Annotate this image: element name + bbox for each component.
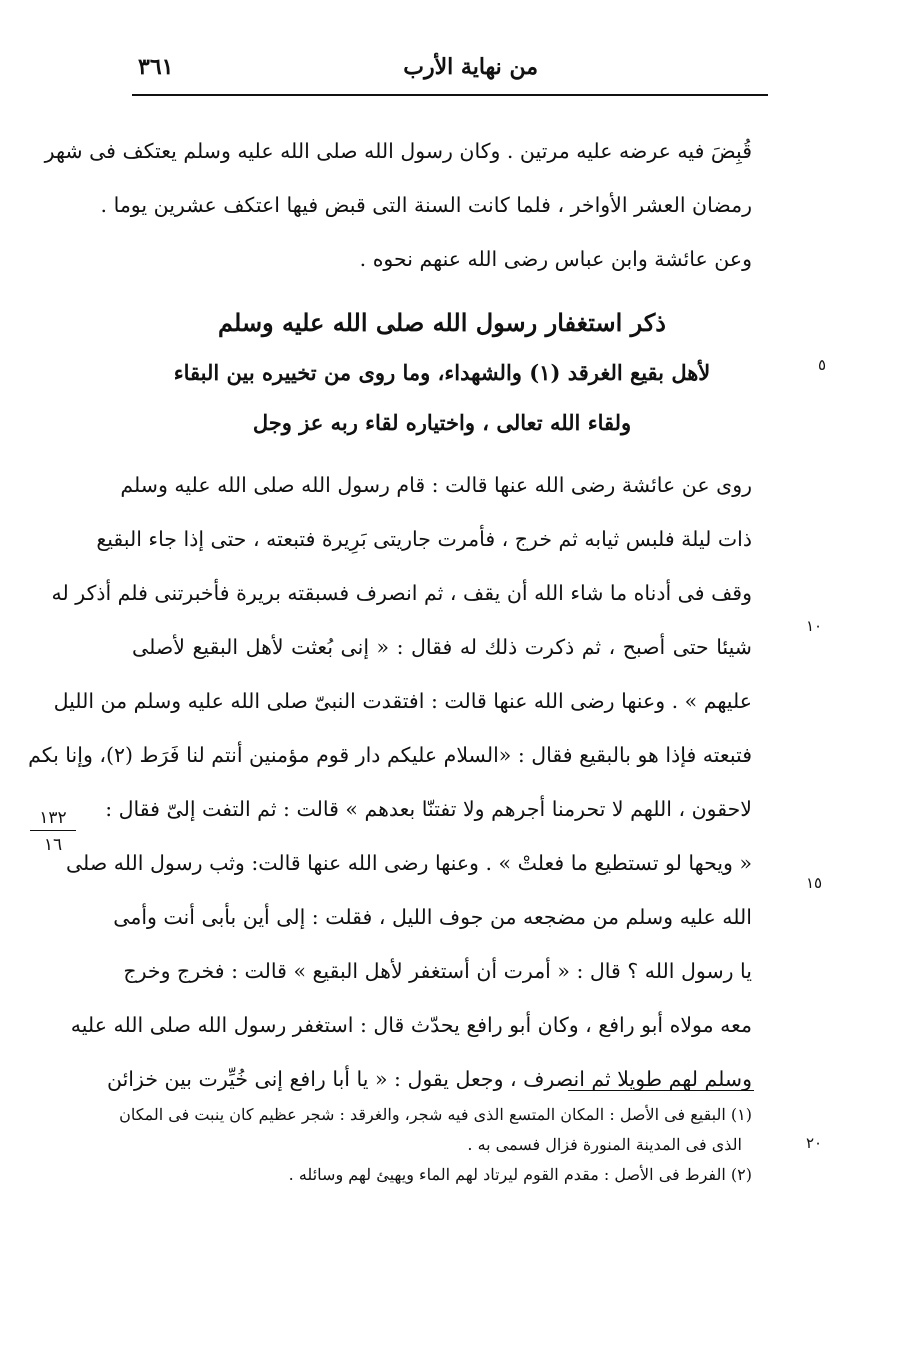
section-heading	[132, 298, 752, 448]
paragraph-top	[44, 124, 752, 286]
text-line: يا رسول الله ؟ قال : « أمرت أن أستغفر لأهل البقيع » قالت : فخرج وخرج	[123, 959, 752, 983]
running-title: من نهاية الأرب	[403, 54, 538, 80]
margin-line-number: ٥	[818, 356, 827, 374]
text-line: عليهم » . وعنها رضى الله عنها قالت : افتقدت النبىّ صلى الله عليه وسلم من الليل	[53, 689, 752, 713]
footnote-1-continuation: الذى فى المدينة المنورة فزال فسمى به .	[467, 1135, 742, 1154]
source-volume: ١٣٢	[30, 808, 76, 831]
section-heading-line2: لأهل بقيع الغرقد (١) والشهداء، وما روى من تخييره بين البقاء	[173, 360, 711, 385]
section-heading-line1: ذكر استغفار رسول الله صلى الله عليه وسلم	[218, 308, 666, 337]
text-line: ذات ليلة فلبس ثيابه ثم خرج ، فأمرت جاريتى بَرِيرة فتبعته ، حتى إذا جاء البقيع	[96, 527, 752, 551]
text-line: شيئا حتى أصبح ، ثم ذكرت ذلك له فقال : « إنى بُعثت لأهل البقيع لأصلى	[132, 635, 752, 659]
source-page-reference	[30, 808, 76, 855]
text-line: وقف فى أدناه ما شاء الله أن يقف ، ثم انصرف فسبقته بريرة فأخبرتنى فلم أذكر له	[51, 581, 752, 605]
text-line: روى عن عائشة رضى الله عنها قالت : قام رسول الله صلى الله عليه وسلم	[120, 473, 752, 497]
page-number: ٣٦١	[138, 54, 174, 80]
footnote-divider	[568, 1090, 754, 1091]
running-header	[132, 52, 768, 96]
source-page: ١٦	[43, 835, 63, 855]
text-line: لاحقون ، اللهم لا تحرمنا أجرهم ولا تفتنّا بعدهم » قالت : ثم التفت إلىّ فقال :	[105, 797, 752, 821]
text-line: « ويحها لو تستطيع ما فعلتْ » . وعنها رضى الله عنها قالت: وثب رسول الله صلى	[65, 851, 752, 875]
text-line: وسلم لهم طويلا ثم انصرف ، وجعل يقول : « يا أبا رافع إنى خُيِّرت بين خزائن	[107, 1067, 752, 1091]
margin-line-number: ٢٠	[806, 1134, 823, 1152]
text-line: قُبِضَ فيه عرضه عليه مرتين . وكان رسول الله صلى الله عليه وسلم يعتكف فى شهر	[44, 139, 752, 163]
text-line: الله عليه وسلم من مضجعه من جوف الليل ، فقلت : إلى أين بأبى أنت وأمى	[113, 905, 752, 929]
margin-line-number: ١٠	[806, 617, 823, 635]
text-line: رمضان العشر الأواخر ، فلما كانت السنة التى قبض فيها اعتكف عشرين يوما .	[100, 193, 752, 217]
text-line: وعن عائشة وابن عباس رضى الله عنهم نحوه .	[359, 247, 752, 271]
footnote-1: (١) البقيع فى الأصل : المكان المتسع الذى فيه شجر، والغرقد : شجر عظيم كان ينبت فى المكان	[119, 1105, 752, 1124]
footnote-2: (٢) الفرط فى الأصل : مقدم القوم ليرتاد لهم الماء ويهيئ لهم وسائله .	[288, 1165, 752, 1184]
section-heading-line3: ولقاء الله تعالى ، واختياره لقاء ربه عز وجل	[252, 410, 632, 435]
text-line: معه مولاه أبو رافع ، وكان أبو رافع يحدّث قال : استغفر رسول الله صلى الله عليه	[70, 1013, 752, 1037]
margin-line-number: ١٥	[806, 874, 823, 892]
text-line: فتبعته فإذا هو بالبقيع فقال : «السلام عليكم دار قوم مؤمنين أنتم لنا فَرَط (٢)، وإنا بكم	[28, 743, 752, 767]
footnotes	[119, 1100, 752, 1190]
